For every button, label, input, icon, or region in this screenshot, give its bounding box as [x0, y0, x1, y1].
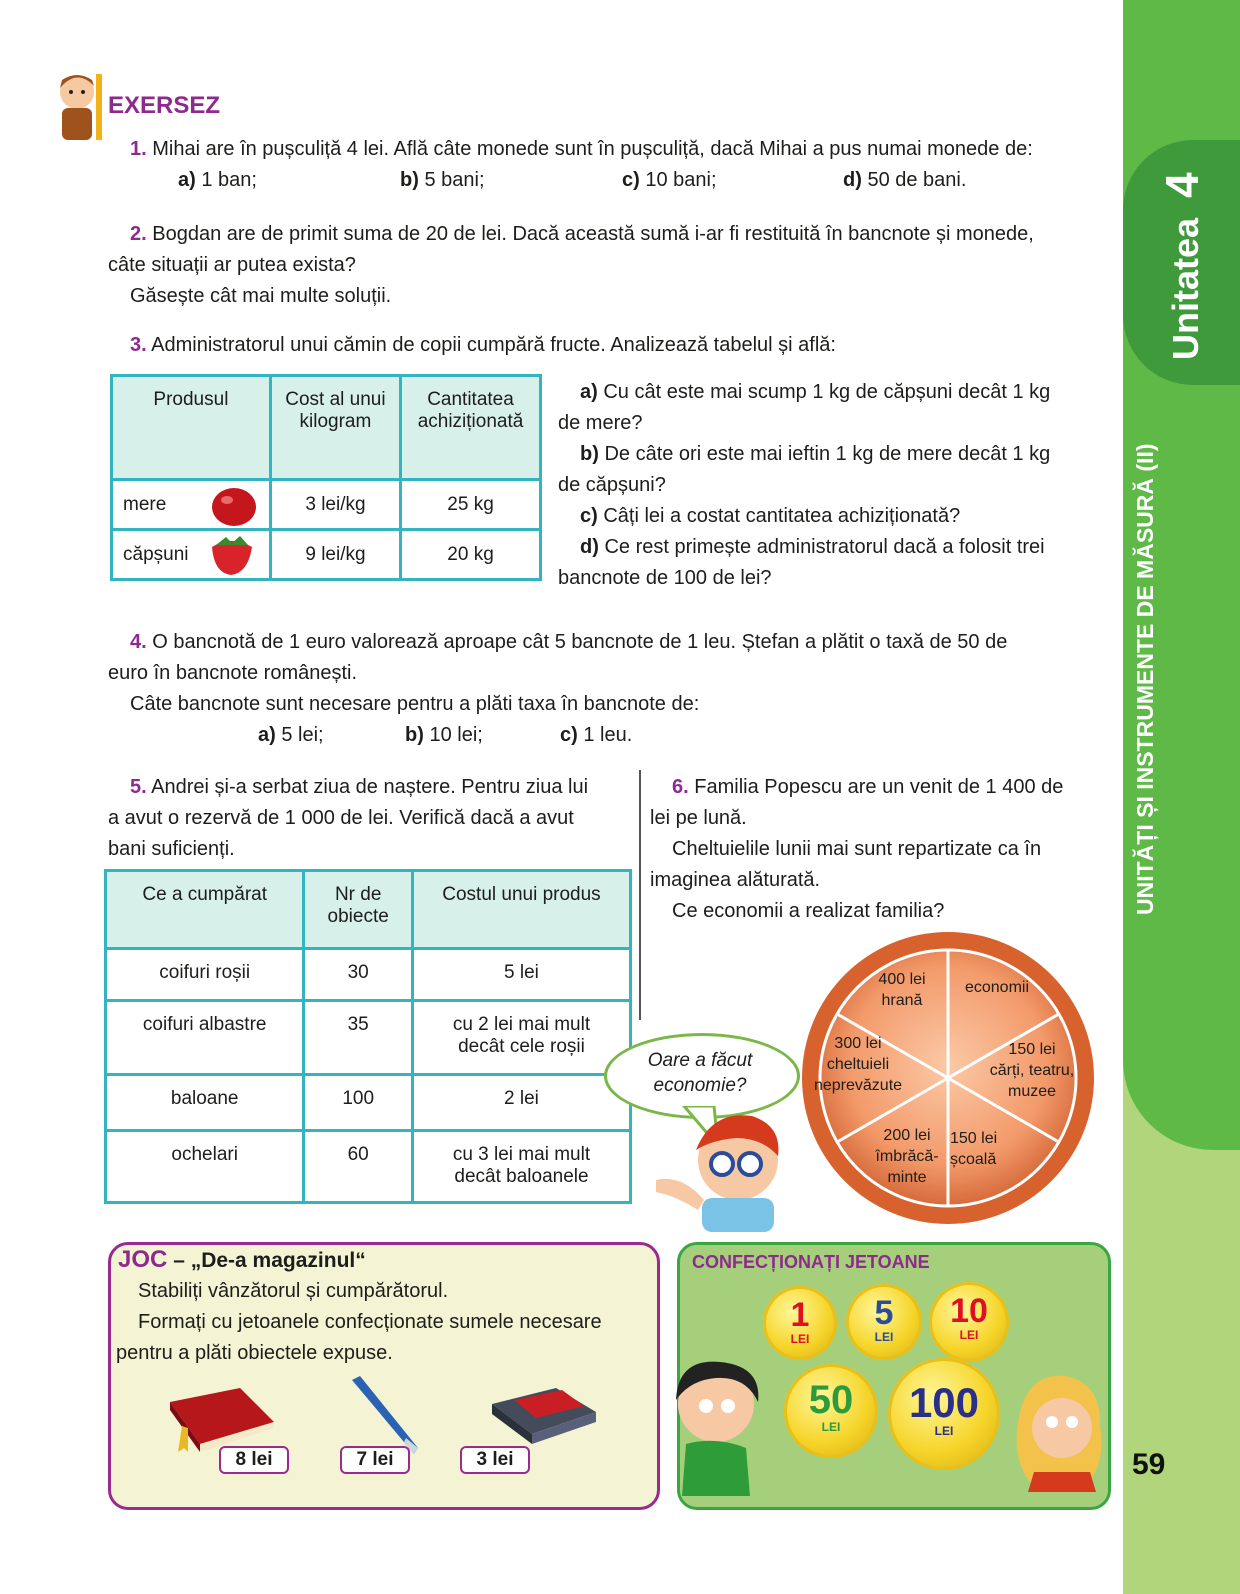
exercise-number: 1.	[130, 138, 147, 160]
game-line1: Stabiliți vânzătorul și cumpărătorul.	[138, 1280, 449, 1302]
strawberry-icon	[208, 533, 254, 577]
ex5-line2: a avut o rezervă de 1 000 de lei. Verifică dacă a avut	[108, 807, 574, 829]
coin-1-lei: 1 LEI	[763, 1286, 837, 1360]
ex4-option-b: b) 10 lei;	[405, 724, 483, 746]
ex4-option-c: c) 1 leu.	[560, 724, 633, 746]
table-row	[112, 480, 541, 530]
speech-text: Oare a făcut economie?	[647, 1050, 753, 1096]
slice-label-carti: 150 lei cărți, teatru, muzee	[989, 1041, 1075, 1100]
price-tag: 3 lei	[460, 1446, 530, 1474]
table-row	[112, 530, 541, 580]
ex1-option-d: d) 50 de bani.	[843, 169, 967, 191]
ex1-option-a: a) 1 ban;	[178, 169, 257, 191]
question-a: a) Cu cât este mai scump 1 kg de căpșuni decât 1 kg	[580, 381, 1051, 403]
ex1-option-c: c) 10 bani;	[622, 169, 717, 191]
ex2-line3: Găsește cât mai multe soluții.	[130, 285, 392, 307]
table-header: Costul unui produs	[412, 871, 630, 949]
ex4-option-a: a) 5 lei;	[258, 724, 324, 746]
game-title: JOC – „De-a magazinul“	[118, 1246, 366, 1273]
quantity-cell: 25 kg	[401, 480, 541, 530]
coin-10-lei: 10 LEI	[929, 1282, 1009, 1362]
question-b: b) De câte ori este mai ieftin 1 kg de mere decât 1 kg	[580, 443, 1051, 465]
unit-number: 4	[1156, 172, 1208, 198]
question-c: c) Câți lei a costat cantitatea achiziționată?	[580, 505, 961, 527]
table-row: coifuri roșii 30 5 lei	[106, 949, 631, 1001]
apple-icon	[210, 483, 258, 527]
question-d: d) Ce rest primește administratorul dacă a folosit trei	[580, 536, 1045, 558]
section-title: EXERSEZ	[108, 92, 221, 119]
exercise-text: Mihai are în pușculiță 4 lei. Află câte monede sunt în pușculiță, dacă Mihai a pus numai monede de:	[152, 138, 1033, 160]
coin-50-lei: 50 LEI	[784, 1364, 878, 1458]
exercise-2: 2. Bogdan are de primit suma de 20 de lei. Dacă această sumă i-ar fi restituită în bancnote și monede,	[130, 223, 1034, 245]
tokens-title: CONFECȚIONAȚI JETOANE	[692, 1252, 930, 1272]
ex4-line2: euro în bancnote românești.	[108, 662, 358, 684]
boy-character-icon	[666, 1356, 774, 1496]
slice-label-scoala: 150 lei școală	[950, 1130, 998, 1168]
coin-100-lei: 100 LEI	[888, 1358, 1000, 1470]
slice-label-economii: economii	[964, 979, 1030, 996]
cost-cell: 3 lei/kg	[270, 480, 400, 530]
ex2-line2: câte situații ar putea exista?	[108, 254, 356, 276]
table-header: Produsul	[112, 376, 271, 480]
boy-glasses-icon	[652, 1110, 802, 1232]
cost-cell: 9 lei/kg	[270, 530, 400, 580]
chapter-title: UNITĂȚI ȘI INSTRUMENTE DE MĂSURĂ (II)	[1132, 443, 1158, 915]
book-icon	[160, 1382, 280, 1454]
girl-character-icon	[1010, 1372, 1110, 1492]
table-row: baloane 100 2 lei	[106, 1075, 631, 1131]
table-header: Nr de obiecte	[304, 871, 413, 949]
question-b-cont: de căpșuni?	[558, 474, 666, 496]
price-tag: 7 lei	[340, 1446, 410, 1474]
ex3-questions	[558, 377, 1108, 594]
page-number: 59	[1132, 1448, 1166, 1481]
exercise-6: 6. Familia Popescu are un venit de 1 400 de lei pe lună. Cheltuielile lunii mai sunt repartizate ca în imaginea alăturată. Ce economii a realizat familia?	[650, 776, 1064, 922]
purchases-table	[104, 869, 632, 1204]
exercise-5: 5. Andrei și-a serbat ziua de naștere. Pentru ziua lui	[130, 776, 589, 798]
pen-icon	[344, 1376, 424, 1456]
game-line2: Formați cu jetoanele confecționate sumele necesare	[138, 1311, 602, 1333]
pie-labels	[800, 932, 1100, 1232]
table-row: coifuri albastre 35 cu 2 lei mai mult decât cele roșii	[106, 1001, 631, 1075]
table-row: ochelari 60 cu 3 lei mai mult decât baloanele	[106, 1131, 631, 1203]
exercise-3: 3. Administratorul unui cămin de copii cumpără fructe. Analizează tabelul și află:	[130, 334, 836, 356]
price-tag: 8 lei	[219, 1446, 289, 1474]
question-d-cont: bancnote de 100 de lei?	[558, 567, 772, 589]
exercise-1	[130, 134, 1033, 165]
fruit-table	[110, 374, 542, 581]
pencil-case-icon	[486, 1384, 602, 1448]
ex5-line3: bani suficienți.	[108, 838, 235, 860]
ex4-line3: Câte bancnote sunt necesare pentru a plăti taxa în bancnote de:	[130, 693, 700, 715]
product-name: mere	[123, 493, 167, 515]
unit-label: Unitatea 4	[1156, 172, 1208, 360]
slice-label-neprevazute: 300 lei cheltuieli neprevăzute	[813, 1035, 903, 1094]
table-header: Cost al unui kilogram	[270, 376, 400, 480]
slice-label-imbracaminte: 200 lei îmbrăcă- minte	[875, 1127, 939, 1186]
column-divider	[639, 770, 641, 1020]
table-header: Ce a cumpărat	[106, 871, 304, 949]
product-name: căpșuni	[123, 543, 189, 565]
boy-pencil-icon	[52, 70, 110, 145]
slice-label-hrana: 400 lei hrană	[878, 971, 926, 1009]
game-line3: pentru a plăti obiectele expuse.	[116, 1342, 393, 1364]
ex1-option-b: b) 5 bani;	[400, 169, 485, 191]
question-a-cont: de mere?	[558, 412, 643, 434]
quantity-cell: 20 kg	[401, 530, 541, 580]
table-header: Cantitatea achiziționată	[401, 376, 541, 480]
coin-5-lei: 5 LEI	[846, 1284, 922, 1360]
exercise-4: 4. O bancnotă de 1 euro valorează aproape cât 5 bancnote de 1 leu. Ștefan a plătit o taxă de 50 de	[130, 631, 1008, 653]
